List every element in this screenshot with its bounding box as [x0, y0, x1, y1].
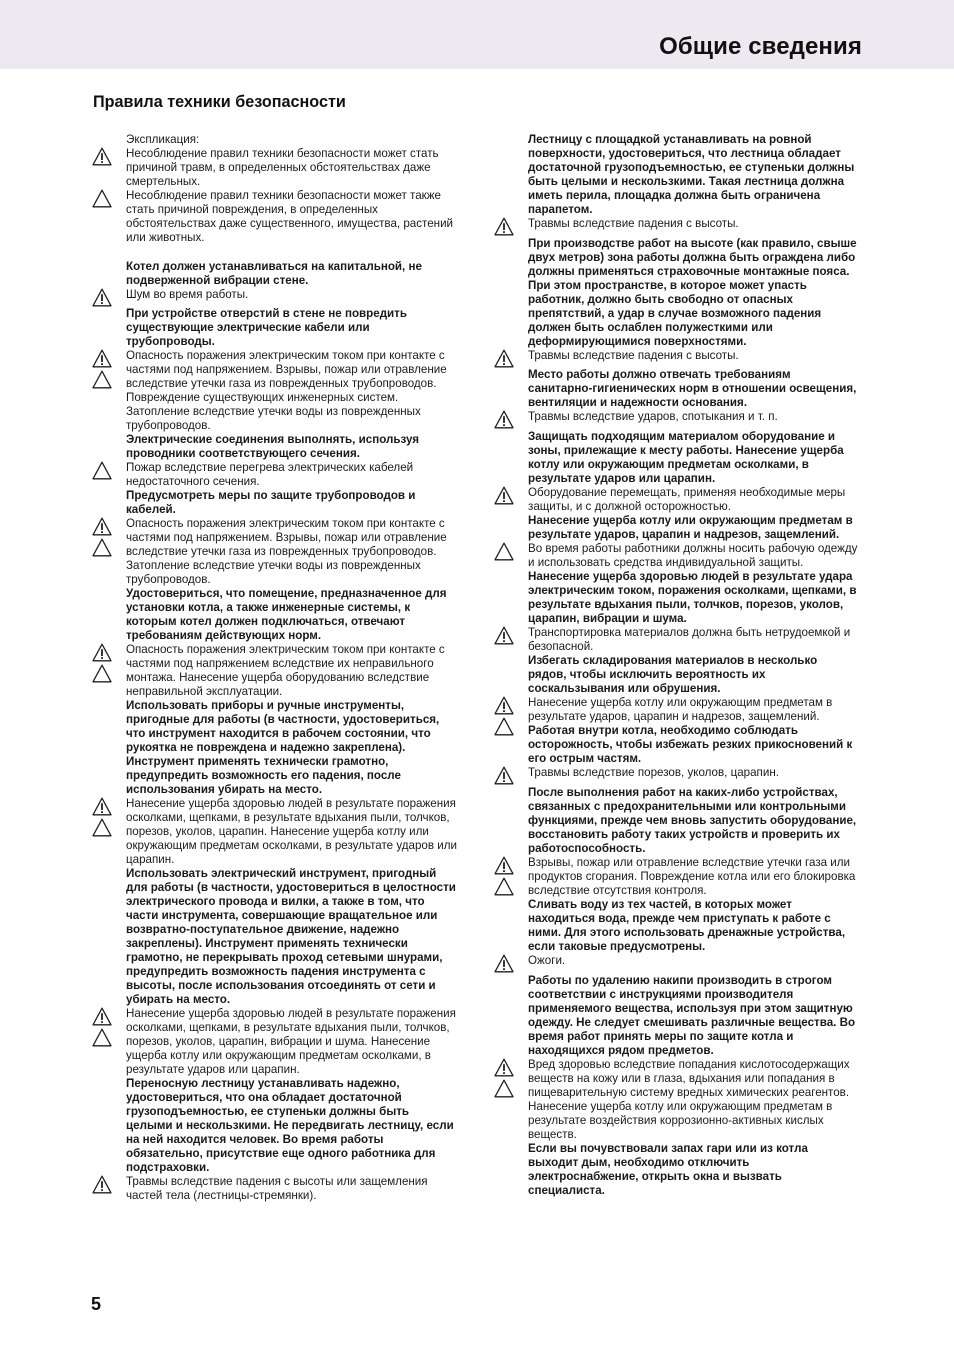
safety-rule — [528, 133, 858, 217]
hazard-icons — [494, 954, 514, 975]
warning-excl-icon — [92, 288, 112, 307]
block-text: Защищать подходящим материалом оборудование и зоны, прилежащие к месту работы. Нанесение ущерба котлу или окружающим предметам осколками, в результате ударов или царапин. — [528, 430, 844, 485]
block-text: Травмы вследствие падения с высоты. — [528, 349, 739, 362]
left-column — [126, 133, 458, 1203]
hazard-icons — [92, 1175, 112, 1196]
hazard-icons — [92, 1007, 112, 1049]
hazard-icons — [92, 288, 112, 309]
block-text: Работая внутри котла, необходимо соблюдать осторожность, чтобы избежать резких прикосновений к его острым частям. — [528, 724, 853, 765]
safety-rule — [528, 237, 858, 349]
warning-outline-icon — [494, 1079, 514, 1098]
block-text: Опасность поражения электрическим током при контакте с частями под напряжением. Взрывы, пожар или отравление вследствие утечки газа из поврежденных трубопроводов. Затопление вследствие утечки воды из поврежденных трубопроводов. — [126, 517, 447, 586]
hazard-text — [528, 1058, 858, 1142]
hazard-icons — [494, 626, 514, 647]
warning-excl-icon — [92, 1007, 112, 1026]
block-text: Транспортировка материалов должна быть нетрудоемкой и безопасной. — [528, 626, 851, 653]
safety-rule — [528, 368, 858, 410]
block-text: Предусмотреть меры по защите трубопроводов и кабелей. — [126, 489, 416, 516]
warning-excl-icon — [494, 856, 514, 875]
hazard-icons — [494, 410, 514, 431]
hazard-icons — [494, 486, 514, 507]
hazard-text — [126, 1007, 458, 1077]
hazard-icons — [494, 349, 514, 370]
hazard-text — [126, 288, 458, 302]
block-text: Травмы вследствие падения с высоты или защемления частей тела (лестницы-стремянки). — [126, 1175, 428, 1202]
page-title: Общие сведения — [659, 33, 862, 60]
safety-rule — [528, 514, 858, 542]
hazard-icons — [494, 766, 514, 787]
block-text: Шум во время работы. — [126, 288, 249, 301]
warning-outline-icon — [92, 461, 112, 480]
block-text: Нанесение ущерба здоровью людей в результате поражения осколками, щепками, в результате вдыхания пыли, толчков, порезов, уколов, царапин, вибрации и шума. Нанесение ущерба котлу или окружающим предметам осколками, в результате ударов или царапин. — [126, 1007, 456, 1076]
block-text: При производстве работ на высоте (как правило, свыше двух метров) зона работы должна быть ограждена либо должны применяться страховочные монтажные пояса. При этом пространстве, в которое может упасть работник, должно быть свободно от опасных препятствий, а удар в случае возможного падения должен быть ослаблен полужесткими или деформирующимися поверхностями. — [528, 237, 857, 348]
block-text: Работы по удалению накипи производить в строгом соответствии с инструкциями производителя применяемого вещества, используя при этом защитную одежду. Не следует смешивать различные вещества. Во время работ принять меры по защите котла и находящихся рядом предметов. — [528, 974, 856, 1057]
safety-rule — [126, 867, 458, 1007]
section-title: Правила техники безопасности — [93, 93, 346, 111]
block-text: Ожоги. — [528, 954, 566, 967]
hazard-icons — [494, 856, 514, 898]
block-text: Удостовериться, что помещение, предназначенное для установки котла, а также инженерные системы, к которым котел должен подключаться, отвечают требованиям действующих норм. — [126, 587, 447, 642]
safety-rule — [126, 587, 458, 643]
hazard-text — [126, 643, 458, 699]
hazard-text — [528, 542, 858, 570]
hazard-icons — [92, 517, 112, 559]
hazard-icons — [494, 1058, 514, 1100]
block-text: Нанесение ущерба котлу или окружающим предметам в результате ударов, царапин и надрезов, защемлений. — [528, 696, 833, 723]
block-text: Травмы вследствие порезов, уколов, царапин. — [528, 766, 779, 779]
warning-excl-icon — [494, 954, 514, 973]
block-text: Пожар вследствие перегрева электрических кабелей недостаточного сечения. — [126, 461, 414, 488]
hazard-text — [126, 797, 458, 867]
warning-excl-icon — [92, 797, 112, 816]
warning-excl-icon — [92, 643, 112, 662]
hazard-text — [528, 954, 858, 968]
hazard-icons — [92, 349, 112, 391]
block-text: Использовать электрический инструмент, пригодный для работы (в частности, удостовериться в целостности электрического провода и вилки, а также в том, что части инструмента, совершающие вращательное или возвратно-поступательное движение, надежно закреплены). Инструмент применять технически грамотно, не перекрывать проход сетевыми шнурами, предупредить возможность падения инструмента с высоты, после использования отсоединять от сети и убирать на место. — [126, 867, 456, 1006]
block-text: Избегать складирования материалов в несколько рядов, чтобы исключить вероятность их соскальзывания или обрушения. — [528, 654, 818, 695]
block-text: Несоблюдение правил техники безопасности может стать причиной травм, в определенных обстоятельствах даже смертельных. — [126, 147, 439, 188]
block-text: Оборудование перемещать, применяя необходимые меры защиты, и с должной осторожностью. — [528, 486, 846, 513]
warning-outline-icon — [92, 189, 112, 208]
warning-excl-icon — [494, 486, 514, 505]
safety-rule — [528, 430, 858, 486]
hazard-icons — [92, 147, 112, 168]
block-text: Нанесение ущерба здоровью людей в результате поражения осколками, щепками, в результате вдыхания пыли, толчков, порезов, уколов, царапин. Нанесение ущерба котлу или окружающим предметам осколками, в результате ударов или царапин. — [126, 797, 457, 866]
hazard-icons — [494, 696, 514, 738]
block-text: После выполнения работ на каких-либо устройствах, связанных с предохранительными или контрольными функциями, прежде чем вновь запустить оборудование, восстановить работу таких устройств и проверить их работоспособность. — [528, 786, 857, 855]
right-column — [528, 133, 858, 1198]
block-text: Несоблюдение правил техники безопасности может также стать причиной повреждения, в определенных обстоятельствах даже существенного, имущества, растений или животных. — [126, 189, 454, 244]
hazard-icons — [494, 217, 514, 238]
warning-excl-icon — [92, 1175, 112, 1194]
safety-rule — [528, 898, 858, 954]
warning-excl-icon — [92, 349, 112, 368]
block-text: Сливать воду из тех частей, в которых может находиться вода, прежде чем приступать к работе с ними. Для этого использовать дренажные устройства, если таковые предусмотрены. — [528, 898, 846, 953]
hazard-text — [528, 856, 858, 898]
hazard-icons — [92, 461, 112, 482]
safety-rule — [126, 433, 458, 461]
block-text: Лестницу с площадкой устанавливать на ровной поверхности, удостовериться, что лестница обладает достаточной грузоподъемностью, ее ступеньки должны быть целыми и нескользкими. Такая лестница должна иметь перила, площадка должна быть ограничена парапетом. — [528, 133, 855, 216]
warning-outline-icon — [92, 818, 112, 837]
safety-rule — [528, 570, 858, 626]
safety-rule — [528, 724, 858, 766]
warning-excl-icon — [494, 696, 514, 715]
safety-rule — [528, 1142, 858, 1198]
warning-outline-icon — [92, 538, 112, 557]
safety-rule — [126, 489, 458, 517]
block-text: Опасность поражения электрическим током при контакте с частями под напряжением. Взрывы, пожар или отравление вследствие утечки газа из поврежденных трубопроводов. Повреждение существующих инженерных систем. Затопление вследствие утечки воды из поврежденных трубопроводов. — [126, 349, 447, 432]
safety-rule — [126, 1077, 458, 1175]
warning-excl-icon — [494, 410, 514, 429]
warning-excl-icon — [92, 517, 112, 536]
block-text: Нанесение ущерба котлу или окружающим предметам в результате ударов, царапин и надрезов, защемлений. — [528, 514, 853, 541]
hazard-icons — [92, 643, 112, 685]
hazard-icons — [92, 189, 112, 210]
safety-rule — [528, 974, 858, 1058]
safety-rule — [528, 786, 858, 856]
warning-outline-icon — [494, 542, 514, 561]
safety-rule — [126, 307, 458, 349]
warning-excl-icon — [92, 147, 112, 166]
block-text: Опасность поражения электрическим током при контакте с частями под напряжением вследствие их неправильного монтажа. Нанесение ущерба оборудованию вследствие неправильной эксплуатации. — [126, 643, 445, 698]
hazard-text — [126, 1175, 458, 1203]
hazard-text — [528, 217, 858, 231]
block-text: Вред здоровью вследствие попадания кислотосодержащих веществ на кожу или в глаза, вдыхания или попадания в пищеварительную систему вредных химических реагентов. Нанесение ущерба котлу или окружающим предметам в результате воздействия коррозионно-активных кислых веществ. — [528, 1058, 850, 1141]
block-text: Электрические соединения выполнять, используя проводники соответствующего сечения. — [126, 433, 420, 460]
warning-outline-icon — [92, 664, 112, 683]
hazard-text — [126, 133, 458, 147]
block-text: Котел должен устанавливаться на капитальной, не подверженной вибрации стене. — [126, 260, 422, 287]
warning-outline-icon — [92, 1028, 112, 1047]
warning-outline-icon — [494, 877, 514, 896]
hazard-text — [126, 517, 458, 587]
block-text: Травмы вследствие падения с высоты. — [528, 217, 739, 230]
warning-excl-icon — [494, 217, 514, 236]
block-text: Использовать приборы и ручные инструменты, пригодные для работы (в частности, удостовериться, что инструмент находится в рабочем состоянии, что рукоятка не повреждена и надежно закреплена). Инструмент применять технически грамотно, предупредить возможность его падения, после использования убирать на место. — [126, 699, 440, 796]
hazard-text — [126, 147, 458, 189]
block-text: Взрывы, пожар или отравление вследствие утечки газа или продуктов сгорания. Повреждение котла или его блокировка вследствие отсутствия контроля. — [528, 856, 856, 897]
hazard-text — [528, 766, 858, 780]
block-text: Экспликация: — [126, 133, 200, 146]
block-text: Переносную лестницу устанавливать надежно, удостовериться, что она обладает достаточной грузоподъемностью, ее ступеньки должны быть целыми и нескользкими. Не передвигать лестницу, если на ней находится человек. Во время работы обязательно, присутствие еще одного работника для подстраховки. — [126, 1077, 454, 1174]
warning-excl-icon — [494, 626, 514, 645]
safety-rule — [528, 654, 858, 696]
block-text: Травмы вследствие ударов, спотыкания и т. п. — [528, 410, 778, 423]
block-text: Место работы должно отвечать требованиям санитарно-гигиенических норм в отношении освещения, вентиляции и надежности основания. — [528, 368, 857, 409]
hazard-text — [528, 626, 858, 654]
block-text: При устройстве отверстий в стене не повредить существующие электрические кабели или трубопроводы. — [126, 307, 407, 348]
hazard-icons — [494, 542, 514, 563]
hazard-text — [528, 410, 858, 424]
page-header — [0, 0, 954, 69]
safety-rule — [126, 260, 458, 288]
hazard-text — [528, 349, 858, 363]
block-text: Во время работы работники должны носить рабочую одежду и использовать средства индивидуальной защиты. — [528, 542, 858, 569]
hazard-text — [528, 696, 858, 724]
hazard-text — [126, 461, 458, 489]
page-number: 5 — [91, 1294, 102, 1314]
warning-outline-icon — [494, 717, 514, 736]
hazard-icons — [92, 797, 112, 839]
warning-excl-icon — [494, 1058, 514, 1077]
block-text: Нанесение ущерба здоровью людей в результате удара электрическим током, поражения осколками, щепками, в результате вдыхания пыли, толчков, порезов, уколов, царапин, вибрации и шума. — [528, 570, 857, 625]
hazard-text — [528, 486, 858, 514]
hazard-text — [126, 189, 458, 245]
warning-excl-icon — [494, 349, 514, 368]
warning-excl-icon — [494, 766, 514, 785]
warning-outline-icon — [92, 370, 112, 389]
block-text: Если вы почувствовали запах гари или из котла выходит дым, необходимо отключить электроснабжение, открыть окна и вызвать специалиста. — [528, 1142, 808, 1197]
hazard-text — [126, 349, 458, 433]
safety-rule — [126, 699, 458, 797]
